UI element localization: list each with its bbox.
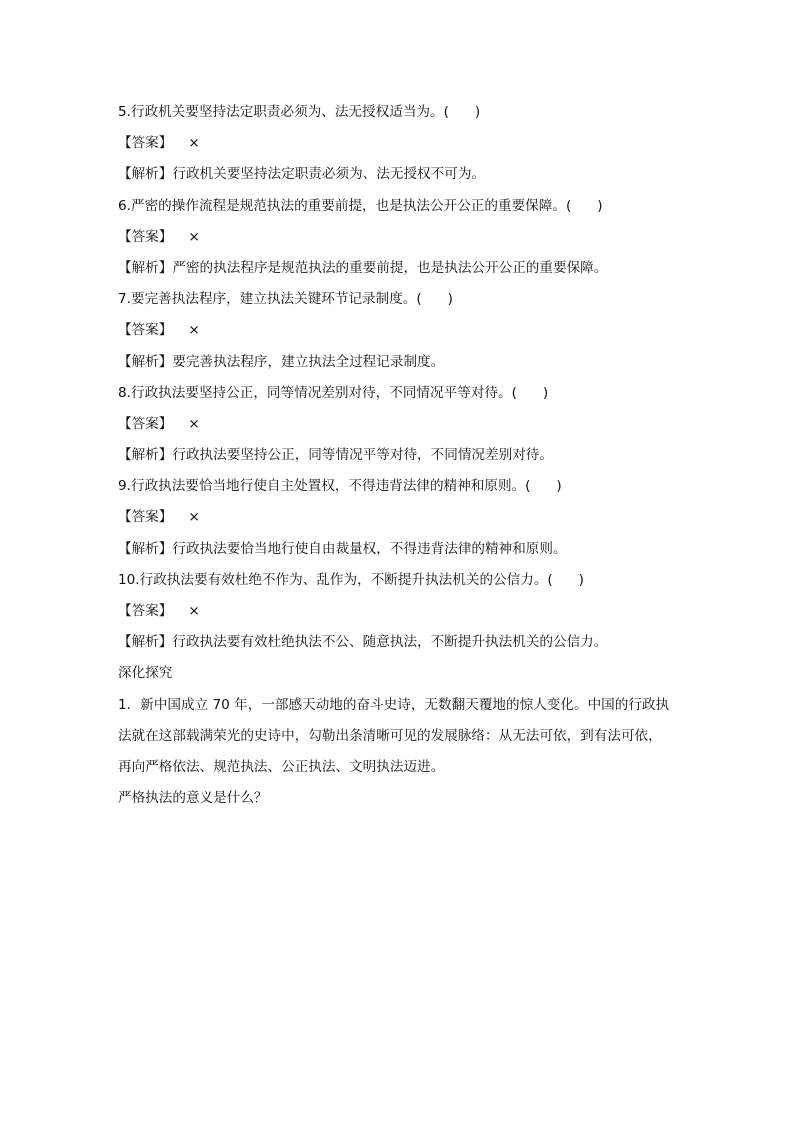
question-7: 7.要完善执法程序，建立执法关键环节记录制度。( ) <box>118 291 453 308</box>
analysis-6: 【解析】严密的执法程序是规范执法的重要前提，也是执法公开公正的重要保障。 <box>118 259 608 276</box>
answer-mark: × <box>188 228 200 245</box>
answer-6 <box>118 226 688 257</box>
answer-mark: × <box>188 415 200 432</box>
question-9: 9.行政执法要恰当地行使自主处置权，不得违背法律的精神和原则。( ) <box>118 478 562 495</box>
answer-9 <box>118 506 688 537</box>
explore-paragraph-line-2: 法就在这部载满荣光的史诗中，勾勒出条清晰可见的发展脉络：从无法可依，到有法可依， <box>118 727 662 744</box>
question-5: 5.行政机关要坚持法定职责必须为、法无授权适当为。( ) <box>118 104 481 120</box>
answer-label: 【答案】 <box>118 509 173 526</box>
answer-label: 【答案】 <box>118 135 173 152</box>
answer-mark: × <box>188 603 200 619</box>
document-content <box>118 101 688 818</box>
explore-paragraph-line-3: 再向严格依法、规范执法、公正执法、文明执法迈进。 <box>118 758 445 775</box>
explore-paragraph-line-1: 1．新中国成立 70 年，一部感天动地的奋斗史诗，无数翻天覆地的惊人变化。中国的行政执 <box>118 696 670 713</box>
question-8: 8.行政执法要坚持公正，同等情况差别对待，不同情况平等对待。( ) <box>118 384 549 401</box>
section-title: 深化探究 <box>118 665 173 682</box>
analysis-8: 【解析】行政执法要坚持公正，同等情况平等对待，不同情况差别对待。 <box>118 447 553 464</box>
question-6: 6.严密的操作流程是规范执法的重要前提，也是执法公开公正的重要保障。( ) <box>118 197 603 214</box>
answer-8 <box>118 413 688 444</box>
answer-7 <box>118 319 688 350</box>
answer-10 <box>118 600 688 631</box>
answer-mark: × <box>188 509 200 526</box>
answer-label: 【答案】 <box>118 415 173 432</box>
answer-label: 【答案】 <box>118 603 173 619</box>
answer-5 <box>118 132 688 163</box>
answer-label: 【答案】 <box>118 322 173 339</box>
answer-mark: × <box>188 322 200 339</box>
analysis-5: 【解析】行政机关要坚持法定职责必须为、法无授权不可为。 <box>118 166 486 183</box>
question-10: 10.行政执法要有效杜绝不作为、乱作为，不断提升执法机关的公信力。( ) <box>118 571 584 588</box>
answer-label: 【答案】 <box>118 228 173 245</box>
analysis-9: 【解析】行政执法要恰当地行使自由裁量权，不得违背法律的精神和原则。 <box>118 540 567 557</box>
analysis-7: 【解析】要完善执法程序，建立执法全过程记录制度。 <box>118 353 445 370</box>
explore-question: 严格执法的意义是什么？ <box>118 790 268 807</box>
analysis-10: 【解析】行政执法要有效杜绝执法不公、随意执法，不断提升执法机关的公信力。 <box>118 634 608 651</box>
answer-mark: × <box>188 135 200 152</box>
